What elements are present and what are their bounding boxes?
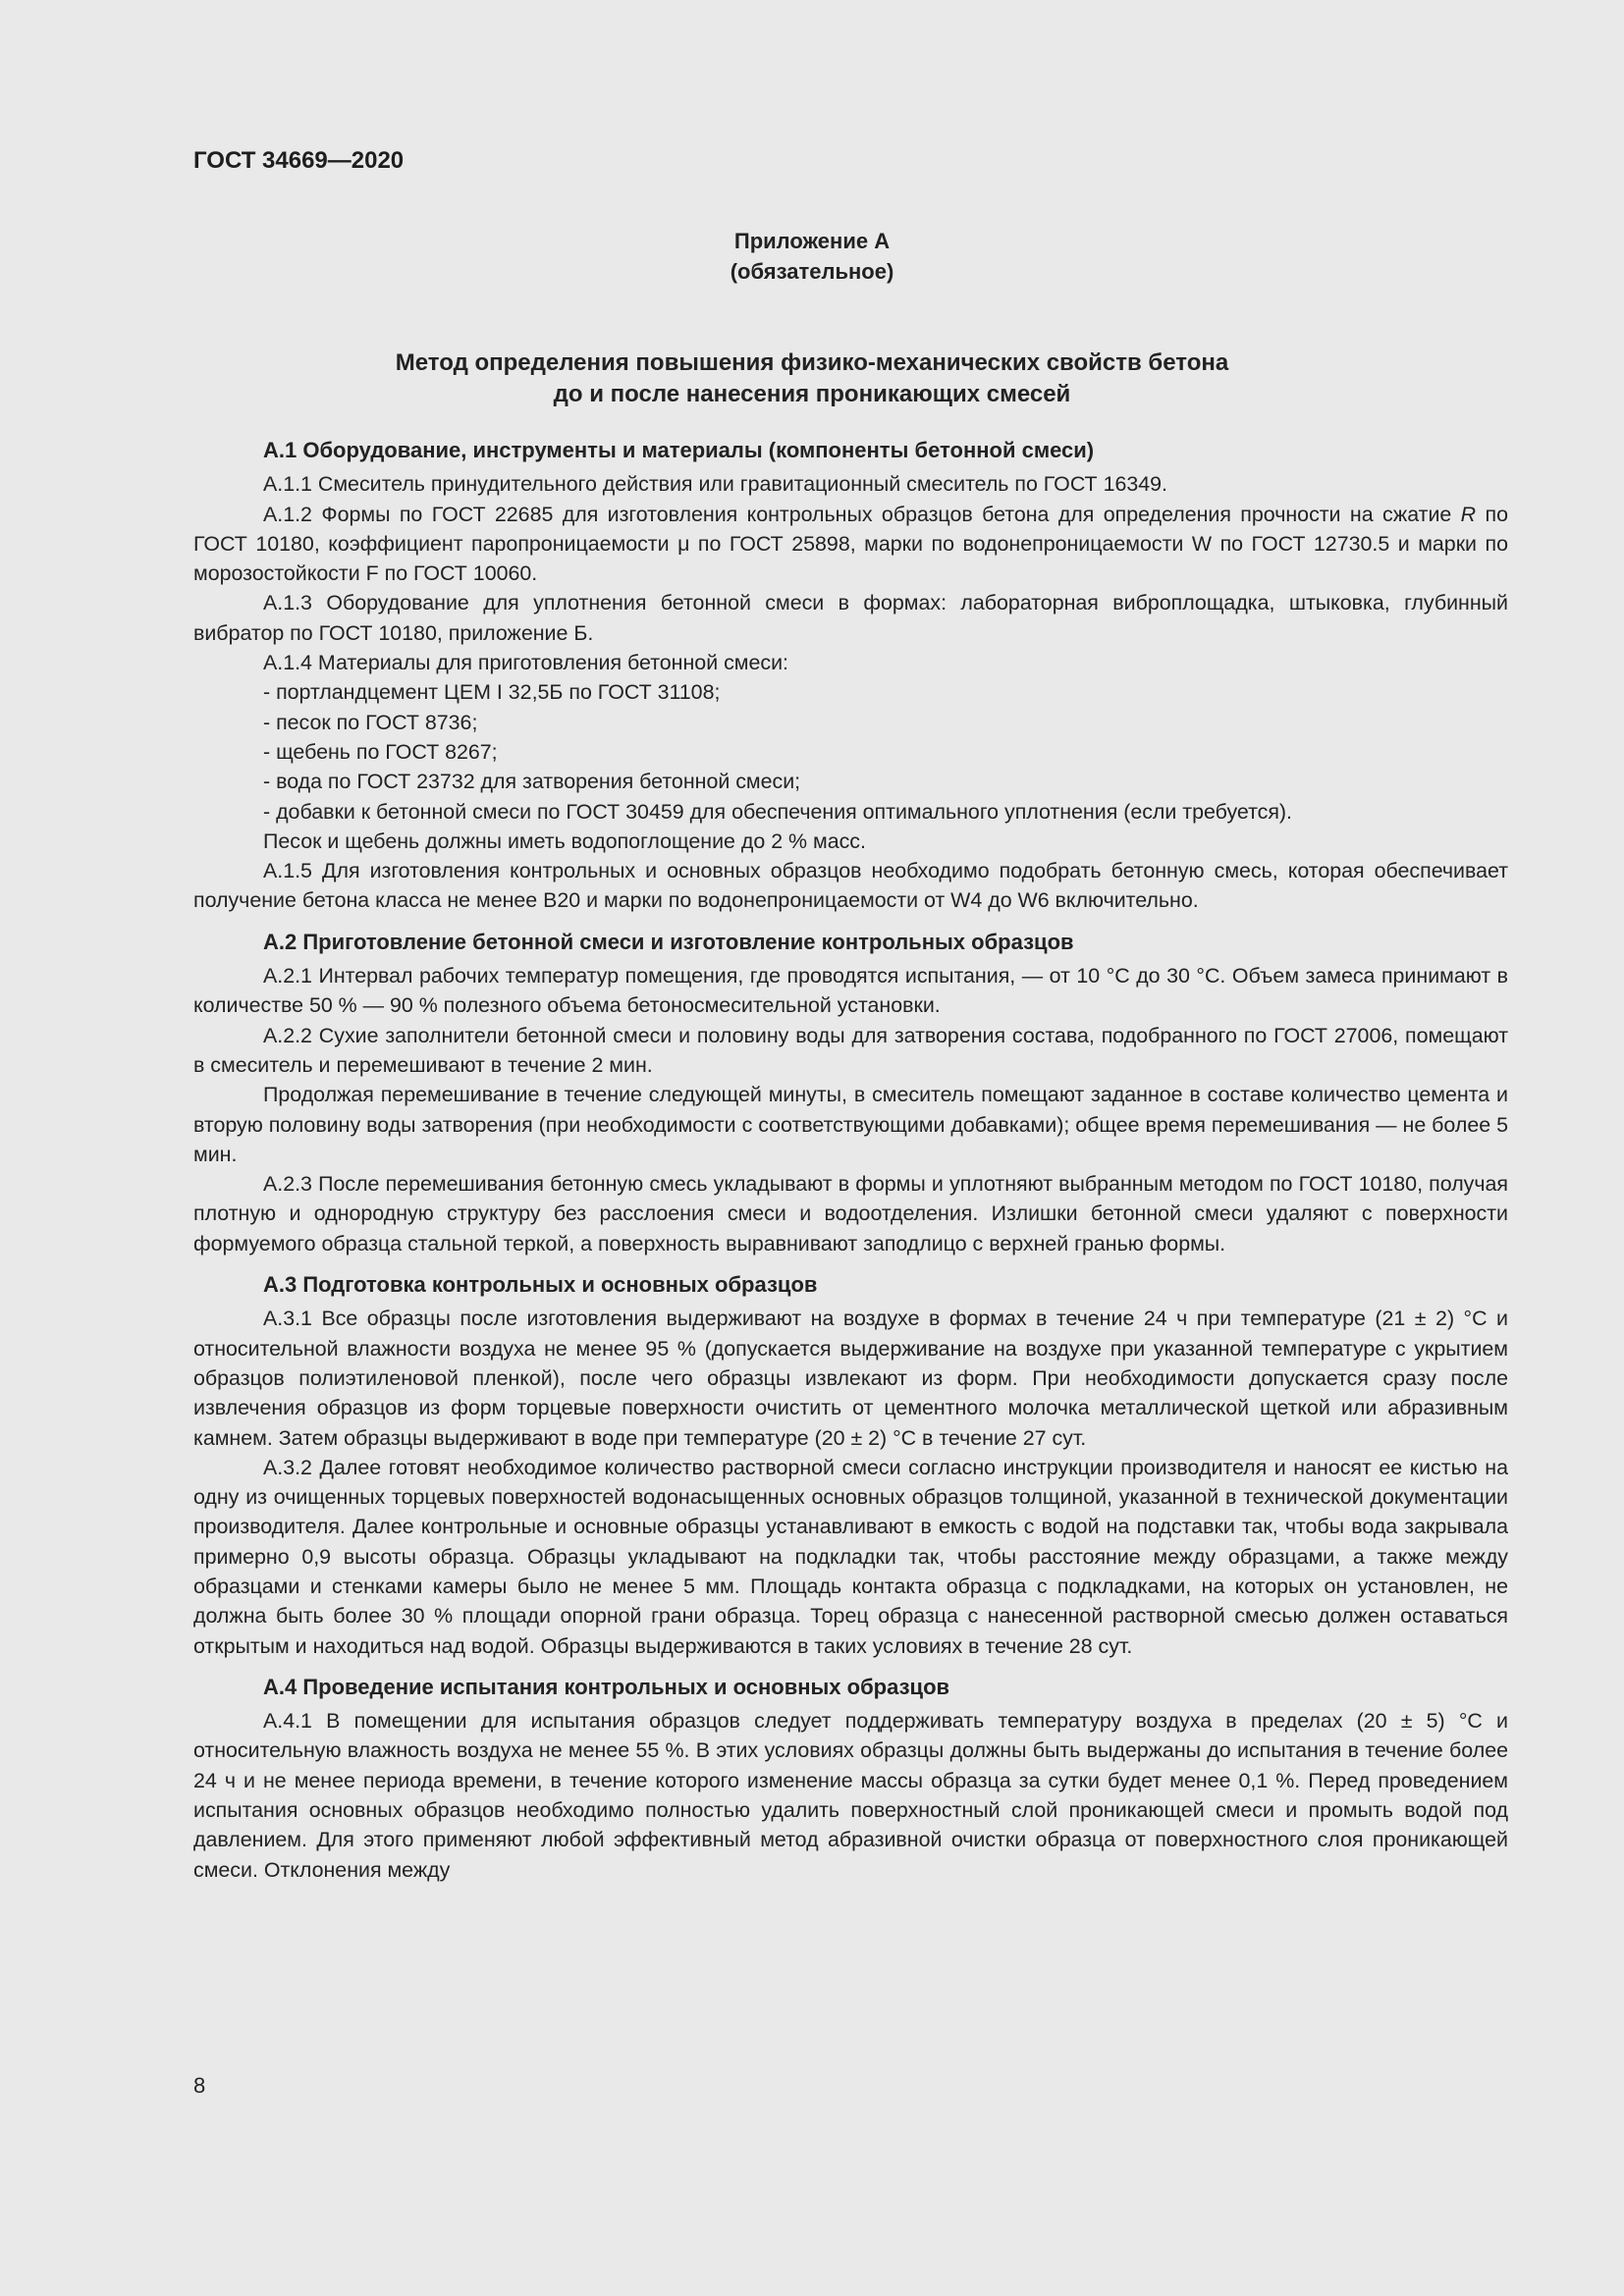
paragraph-a2-2: А.2.2 Сухие заполнители бетонной смеси и половину воды для затворения состава, подобранного по ГОСТ 27006, помещают в смеситель и перемешивают в течение 2 мин. <box>193 1023 1508 1077</box>
list-item: - вода по ГОСТ 23732 для затворения бетонной смеси; <box>263 770 801 794</box>
paragraph-a2-2-cont: Продолжая перемешивание в течение следующей минуты, в смеситель помещают заданное в составе количество цемента и вторую половину воды затворения (при необходимости с соответствующими добавками); общее время перемешивания — не более 5 мин. <box>193 1083 1508 1166</box>
document-body <box>193 436 1508 1885</box>
section-title-a4: А.4 Проведение испытания контрольных и основных образцов <box>263 1674 950 1699</box>
paragraph-a1-4: А.1.4 Материалы для приготовления бетонной смеси: <box>263 651 788 675</box>
paragraph-a4-1: А.4.1 В помещении для испытания образцов следует поддерживать температуру воздуха в пределах (20 ± 5) °С и относительную влажность воздуха не менее 55 %. В этих условиях образцы должны быть выдержаны до испытания в течение более 24 ч и не менее периода времени, в течение которого изменение массы образца за сутки будет менее 0,1 %. Перед проведением испытания основных образцов необходимо полностью удалить поверхностный слой проникающей смеси и промыть водой под давлением. Для этого применяют любой эффективный метод абразивной очистки образца от поверхностного слоя проникающей смеси. Отклонения между <box>193 1709 1508 1882</box>
section-title-a3: А.3 Подготовка контрольных и основных образцов <box>263 1272 818 1298</box>
paragraph-a3-1: А.3.1 Все образцы после изготовления выдерживают на воздухе в формах в течение 24 ч при температуре (21 ± 2) °С и относительной влажности воздуха не менее 95 % (допускается выдерживание на воздухе при указанной температуре с укрытием образцов полиэтиленовой пленкой), после чего образцы извлекают из форм. При необходимости допускается сразу после извлечения образцов из форм торцевые поверхности очистить от цементного молочка металлической щеткой или абразивным камнем. Затем образцы выдерживают в воде при температуре (20 ± 2) °С в течение 27 сут. <box>193 1307 1508 1450</box>
list-item: - портландцемент ЦЕМ I 32,5Б по ГОСТ 31108; <box>263 680 721 705</box>
list-item: - щебень по ГОСТ 8267; <box>263 739 498 764</box>
paragraph-a2-1: А.2.1 Интервал рабочих температур помещения, где проводятся испытания, — от 10 °С до 30 °С. Объем замеса принимают в количестве 50 % — 90 % полезного объема бетоносмесительной установки. <box>193 964 1508 1018</box>
paragraph-a2-3: А.2.3 После перемешивания бетонную смесь укладывают в формы и уплотняют выбранным методом по ГОСТ 10180, получая плотную и однородную структуру без расслоения смеси и водоотделения. Излишки бетонной смеси удаляют с поверхности формуемого образца стальной теркой, а поверхность выравнивают заподлицо с верхней гранью формы. <box>193 1172 1508 1255</box>
paragraph-a1-2 <box>193 500 1508 589</box>
paragraph-a1-2-part-a: А.1.2 Формы по ГОСТ 22685 для изготовления контрольных образцов бетона для определения прочности на сжатие <box>263 502 1461 526</box>
method-title-line-2: до и после нанесения проникающих смесей <box>553 381 1071 407</box>
paragraph-a1-3: А.1.3 Оборудование для уплотнения бетонной смеси в формах: лабораторная виброплощадка, штыковка, глубинный вибратор по ГОСТ 10180, приложение Б. <box>193 591 1508 645</box>
appendix-heading <box>0 226 1624 287</box>
paragraph-a3-2: А.3.2 Далее готовят необходимое количество растворной смеси согласно инструкции производителя и наносят ее кистью на одну из очищенных торцевых поверхностей водонасыщенных основных образцов толщиной, указанной в технической документации производителя. Далее контрольные и основные образцы устанавливают в емкость с водой на подставки так, чтобы вода закрывала примерно 0,9 высоты образца. Образцы укладывают на подкладки так, чтобы расстояние между образцами, а также между образцами и стенками камеры было не менее 5 мм. Площадь контакта образца с подкладками, на которых он установлен, не должна быть более 30 % площади опорной грани образца. Торец образца с нанесенной растворной смесью должен оставаться открытым и находиться над водой. Образцы выдерживаются в таких условиях в течение 28 сут. <box>193 1455 1508 1658</box>
list-item: - добавки к бетонной смеси по ГОСТ 30459 для обеспечения оптимального уплотнения (если требуется). <box>263 799 1292 824</box>
section-title-a2: А.2 Приготовление бетонной смеси и изготовление контрольных образцов <box>263 929 1074 954</box>
paragraph-a1-1: А.1.1 Смеситель принудительного действия или гравитационный смеситель по ГОСТ 16349. <box>263 472 1167 497</box>
method-title-line-1: Метод определения повышения физико-механических свойств бетона <box>395 349 1229 376</box>
paragraph-a1-5: А.1.5 Для изготовления контрольных и основных образцов необходимо подобрать бетонную смесь, которая обеспечивает получение бетона класса не менее В20 и марки по водонепроницаемости от W4 до W6 включительно. <box>193 859 1508 913</box>
list-item: - песок по ГОСТ 8736; <box>263 710 478 734</box>
appendix-status: (обязательное) <box>730 259 894 284</box>
paragraph-a1-note: Песок и щебень должны иметь водопоглощение до 2 % масс. <box>263 828 866 853</box>
appendix-title: Приложение А <box>733 229 891 253</box>
page-number: 8 <box>193 2073 206 2098</box>
document-id-header: ГОСТ 34669—2020 <box>193 147 405 174</box>
strength-symbol-r: R <box>1460 502 1477 526</box>
method-title <box>0 347 1624 410</box>
paragraph-a1-2-part-b: по ГОСТ 10180, коэффициент паропроницаемости μ по ГОСТ 25898, марки по водонепроницаемости W по ГОСТ 12730.5 и марки по морозостойкости F по ГОСТ 10060. <box>193 502 1508 586</box>
section-title-a1: А.1 Оборудование, инструменты и материалы (компоненты бетонной смеси) <box>263 438 1095 462</box>
